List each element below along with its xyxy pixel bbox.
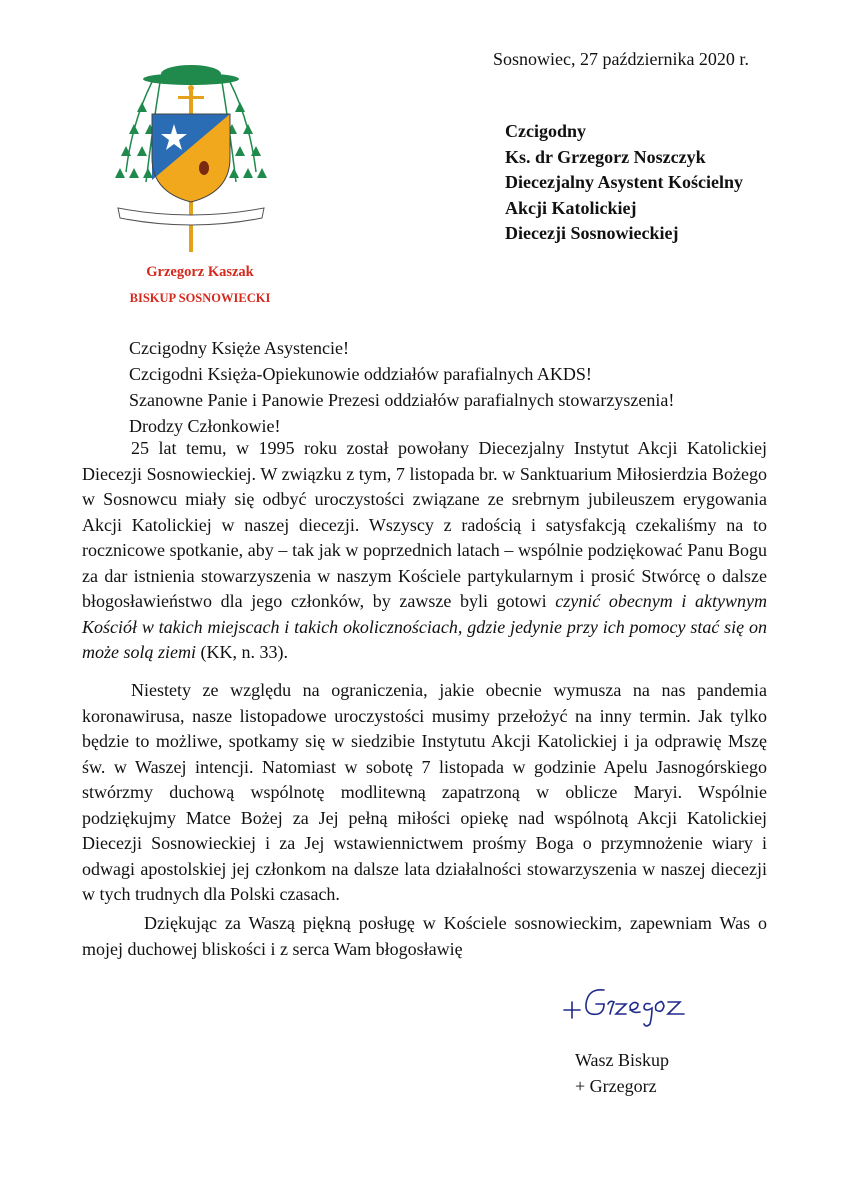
recipient-line-3: Diecezjalny Asystent Kościelny (505, 172, 743, 192)
paragraph-1-citation: (KK, n. 33). (196, 642, 288, 662)
author-name: Grzegorz Kaszak (146, 264, 254, 280)
salutation-line-4: Drodzy Członkowie! (129, 416, 281, 436)
coat-of-arms-icon (112, 62, 270, 258)
handwritten-signature-icon (560, 980, 700, 1030)
salutation-line-3: Szanowne Panie i Panowie Prezesi oddziałów parafialnych stowarzyszenia! (129, 390, 675, 410)
recipient-block (505, 119, 743, 247)
recipient-line-2: Ks. dr Grzegorz Noszczyk (505, 146, 706, 167)
closing-line-2: + Grzegorz (575, 1075, 657, 1096)
closing-line-1: Wasz Biskup (575, 1050, 670, 1070)
author-title: BISKUP SOSNOWIECKI (129, 291, 271, 305)
body-paragraph-3: Dziękując za Waszą piękną posługę w Kościele sosnowieckim, zapewniam Was o mojej duchowej bliskości i z serca Wam błogosławię (82, 913, 767, 959)
body-paragraph-1 (82, 436, 767, 666)
recipient-line-5: Diecezji Sosnowieckiej (505, 223, 679, 243)
body-paragraph-2: Niestety ze względu na ograniczenia, jakie obecnie wymusza na nas pandemia koronawirusa, nasze listopadowe uroczystości musimy przełożyć na inny termin. Jak tylko będzie to możliwe, spotkamy się w siedzibie Instytutu Akcji Katolickiej i ja odprawię Mszę św. w Waszej intencji. Natomiast w sobotę 7 listopada w godzinie Apelu Jasnogórskiego stwórzmy duchową wspólnotę modlitewną zapatrzoną w oblicze Maryi. Wspólnie podziękujmy Matce Bożej za Jej pełną miłości opiekę nad wspólnotą Akcji Katolickiej Diecezji Sosnowieckiej i za Jej wstawiennictwem prośmy Boga o przymnożenie wiary i odwagi apostolskiej jej członkom na dalsze lata działalności stowarzyszenia w naszej diecezji w tych trudnych dla Polski czasach. (82, 680, 767, 904)
letter-date: Sosnowiec, 27 października 2020 r. (493, 49, 749, 69)
paragraph-1-text: 25 lat temu, w 1995 roku został powołany Diecezjalny Instytut Akcji Katolickiej Diecezji Sosnowieckiej. W związku z tym, 7 listopada br. w Sanktuarium Miłosierdzia Bożego w Sosnowcu miały się odbyć uroczystości związane ze srebrnym jubileuszem erygowania Akcji Katolickiej w naszej diecezji. Wszyscy z radością i satysfakcją czekaliśmy na to rocznicowe spotkanie, aby – tak jak w poprzednich latach – wspólnie podziękować Panu Bogu za dar istnienia stowarzyszenia w naszym Kościele partykularnym i prosić Stwórcę o dalsze błogosławieństwo dla jego członków, by zawsze byli gotowi (82, 438, 767, 611)
closing-block (575, 1048, 669, 1099)
salutation-line-1: Czcigodny Księże Asystencie! (129, 338, 349, 358)
recipient-line-4: Akcji Katolickiej (505, 197, 637, 218)
salutation-line-2: Czcigodni Księża-Opiekunowie oddziałów parafialnych AKDS! (129, 364, 592, 384)
recipient-line-1: Czcigodny (505, 121, 586, 141)
paragraph-1-quote: czynić obecnym i aktywnym Kościół w takich miejscach i takich okolicznościach, gdzie jedynie przy ich pomocy stać się on może solą ziemi (82, 591, 767, 662)
salutation-block (129, 335, 674, 439)
